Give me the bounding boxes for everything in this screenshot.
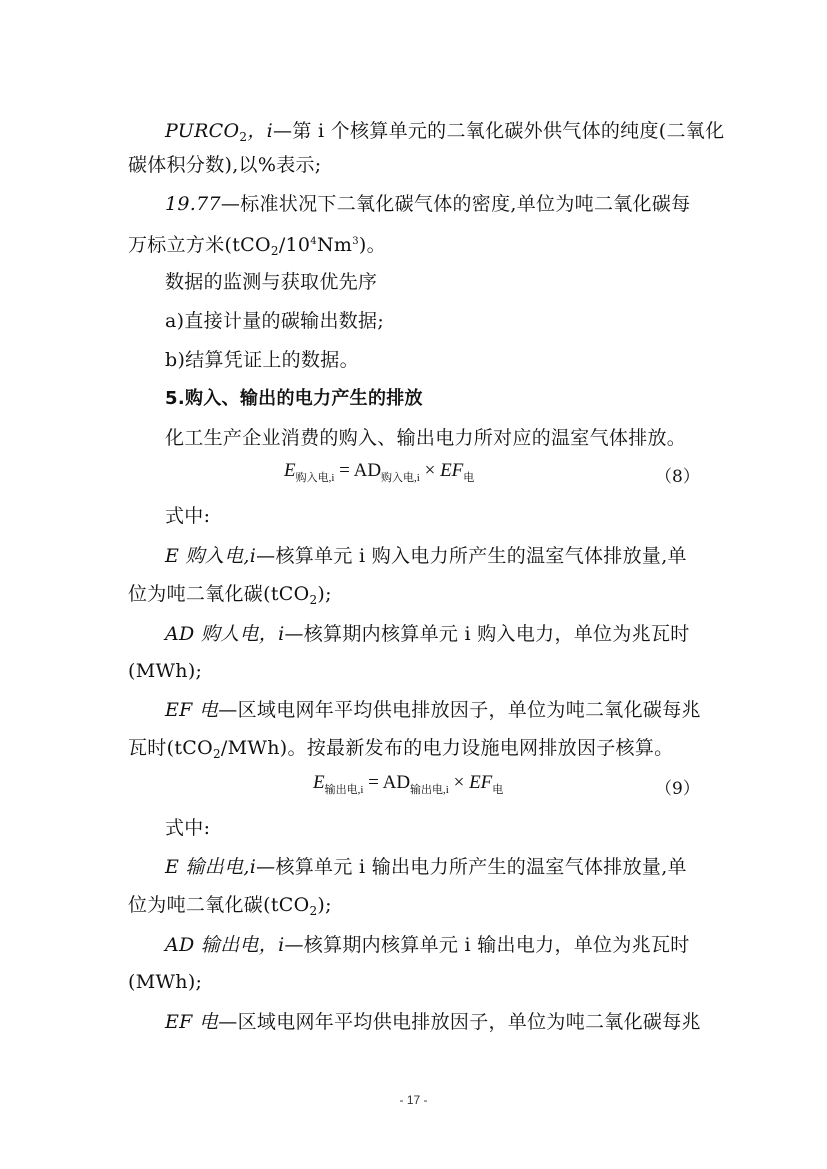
definition-density-cont — [128, 229, 386, 264]
eq-subscript: 电 — [463, 472, 475, 484]
page-number: - 17 - — [399, 1093, 428, 1107]
definition-text: —核算期内核算单元 i 购入电力，单位为兆瓦时 — [284, 623, 690, 645]
subscript: 2 — [309, 593, 318, 607]
definition-text: —区域电网年平均供电排放因子，单位为吨二氧化碳每兆 — [218, 1011, 701, 1033]
definition-e-output-cont — [128, 892, 332, 924]
subscript: 2 — [212, 747, 221, 761]
unit-text: Nm — [316, 234, 353, 256]
definition-e-purchased-cont — [128, 581, 332, 613]
where-label: 式中: — [165, 505, 211, 527]
eq-operator: = — [334, 460, 354, 481]
definition-text: —核算单元 i 购入电力所产生的温室气体排放量,单 — [256, 545, 687, 567]
equation-number-9: （9） — [655, 779, 700, 799]
unit-text: 位为吨二氧化碳(tCO — [128, 894, 310, 916]
definition-ef-2 — [165, 1009, 701, 1035]
priority-item-a: a)直接计量的碳输出数据; — [165, 310, 385, 332]
subscript: 2 — [270, 244, 279, 258]
eq-subscript: 输出电,i — [410, 784, 449, 796]
unit-text: 瓦时(tCO — [128, 737, 213, 759]
equation-number-8: （8） — [655, 467, 700, 487]
unit-text: )。 — [358, 234, 386, 256]
variable-ad-output: AD 输出电，i — [165, 934, 285, 956]
variable-e-output: E 输出电,i — [165, 856, 257, 878]
variable-density: 19.77 — [165, 193, 221, 215]
eq-variable: AD — [382, 772, 411, 793]
eq-subscript: 输出电,i — [324, 784, 364, 796]
variable-ef: EF 电 — [165, 699, 219, 721]
definition-purco2-cont: 碳体积分数),以%表示; — [128, 154, 322, 176]
eq-variable: AD — [353, 460, 382, 481]
eq-variable: EF — [440, 460, 464, 481]
definition-ad-output-cont: (MWh); — [128, 971, 203, 993]
eq-variable: E — [313, 772, 325, 793]
superscript: 3 — [352, 236, 359, 247]
definition-ef — [165, 697, 701, 723]
eq-variable: E — [284, 460, 296, 481]
variable-purco2: PURCO — [165, 120, 240, 142]
definition-e-purchased — [165, 543, 687, 569]
definition-e-output — [165, 854, 687, 880]
subscript: 2 — [239, 130, 248, 144]
unit-text: ); — [317, 894, 332, 916]
where-label: 式中: — [165, 817, 211, 839]
unit-text: ); — [317, 583, 332, 605]
equation-8 — [284, 460, 474, 485]
definition-ad-purchased — [165, 621, 690, 647]
eq-subscript: 购入电,i — [381, 472, 420, 484]
definition-ad-purchased-cont: (MWh); — [128, 660, 203, 682]
section-intro: 化工生产企业消费的购入、输出电力所对应的温室气体排放。 — [165, 427, 687, 449]
unit-text: /MWh)。按最新发布的电力设施电网排放因子核算。 — [220, 737, 674, 759]
subscript: 2 — [309, 904, 318, 918]
variable-e-purchased: E 购入电,i — [165, 545, 257, 567]
definition-purco2 — [165, 118, 724, 150]
monitoring-priority: 数据的监测与获取优先序 — [165, 271, 378, 293]
definition-text: —区域电网年平均供电排放因子，单位为吨二氧化碳每兆 — [218, 699, 701, 721]
eq-operator: × — [419, 460, 441, 481]
eq-subscript: 购入电,i — [295, 472, 335, 484]
definition-text: —标准状况下二氧化碳气体的密度,单位为吨二氧化碳每 — [220, 193, 691, 215]
definition-text: —核算期内核算单元 i 输出电力，单位为兆瓦时 — [284, 934, 690, 956]
variable-ef: EF 电 — [165, 1011, 219, 1033]
unit-text: /10 — [278, 234, 311, 256]
superscript: 4 — [310, 236, 317, 247]
definition-ef-cont — [128, 735, 673, 767]
priority-item-b: b)结算凭证上的数据。 — [165, 349, 359, 371]
equation-9 — [313, 772, 503, 797]
section-heading: 5.购入、输出的电力产生的排放 — [165, 388, 423, 409]
eq-subscript: 电 — [492, 784, 504, 796]
eq-operator: = — [363, 772, 383, 793]
definition-ad-output — [165, 932, 690, 958]
eq-variable: EF — [469, 772, 493, 793]
definition-text: —第 i 个核算单元的二氧化碳外供气体的纯度(二氧化 — [273, 120, 725, 142]
eq-operator: × — [448, 772, 470, 793]
unit-text: 万标立方米(tCO — [128, 234, 271, 256]
variable-index: ，i — [247, 120, 274, 142]
unit-text: 位为吨二氧化碳(tCO — [128, 583, 310, 605]
variable-ad-purchased: AD 购人电，i — [165, 623, 285, 645]
definition-text: —核算单元 i 输出电力所产生的温室气体排放量,单 — [256, 856, 687, 878]
definition-density — [165, 191, 690, 217]
